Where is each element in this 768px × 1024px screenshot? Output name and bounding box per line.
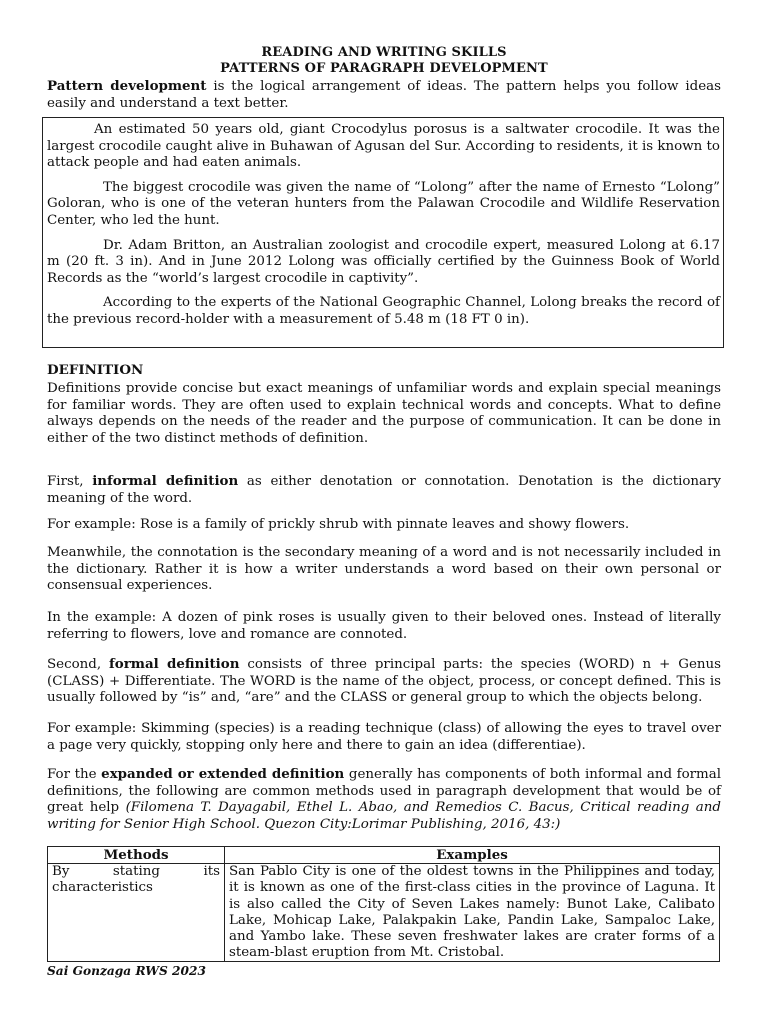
expanded-term: expanded or extended definition: [101, 766, 345, 782]
methods-table: [47, 846, 720, 962]
intro-term: Pattern development: [47, 78, 207, 94]
table-row: [48, 864, 720, 962]
table-header-row: [48, 847, 720, 864]
skimming-example: For example: Skimming (species) is a reading technique (class) of allowing the eyes to travel over a page very quickly, stopping only here and there to gain an idea (differentiae).: [47, 721, 721, 753]
informal-pre: First,: [47, 474, 93, 489]
intro-paragraph: [47, 78, 721, 112]
informal-post: as either denotation or connotation. Denotation is the dictionary meaning of the word.: [47, 474, 721, 506]
header-examples: Examples: [225, 847, 720, 864]
formal-definition-paragraph: [47, 656, 721, 707]
formal-term: formal definition: [109, 656, 240, 672]
expanded-definition-paragraph: [47, 766, 721, 833]
section-heading-definition: DEFINITION: [47, 362, 144, 378]
formal-post: consists of three principal parts: the species (WORD) n + Genus (CLASS) + Differentiate. The WORD is the name of the object, process, or concept defined. This is usually followed by “is” and, “are” and the CLASS or general group to which the objects belong.: [47, 657, 721, 706]
citation: (Filomena T. Dayagabil, Ethel L. Abao, and Remedios C. Bacus, Critical reading and writing for Senior High School. Quezon City:Lorimar Publishing, 2016, 43:): [47, 800, 721, 832]
method-cell: By stating its characteristics: [48, 864, 225, 962]
page-subtitle: PATTERNS OF PARAGRAPH DEVELOPMENT: [220, 61, 548, 76]
box-paragraph-4: According to the experts of the National Geographic Channel, Lolong breaks the record of the previous record-holder with a measurement of 5.48 m (18 FT 0 in).: [47, 295, 720, 327]
header-methods: Methods: [48, 847, 225, 864]
page-title: READING AND WRITING SKILLS: [261, 45, 507, 60]
expanded-pre: For the: [47, 767, 102, 782]
informal-definition-paragraph: [47, 473, 721, 507]
footer-author: Sai Gonzaga RWS 2023: [47, 964, 206, 978]
definition-intro: Definitions provide concise but exact meanings of unfamiliar words and explain special meanings for familiar words. They are often used to explain technical words and concepts. What to define always depends on the needs of the reader and the purpose of communication. It can be done in either of the two distinct methods of definition.: [47, 381, 721, 446]
connotation-example: In the example: A dozen of pink roses is usually given to their beloved ones. Instead of literally referring to flowers, love and romance are connoted.: [47, 610, 721, 642]
box-paragraph-2: The biggest crocodile was given the name of “Lolong” after the name of Ernesto “Lolong” Goloran, who is one of the veteran hunters from the Palawan Crocodile and Wildlife Reservation Center, who led the hunt.: [47, 179, 720, 228]
connotation-paragraph: Meanwhile, the connotation is the secondary meaning of a word and is not necessarily included in the dictionary. Rather it is how a writer understands a word based on their own personal or consensual experiences.: [47, 545, 721, 594]
box-paragraph-1: An estimated 50 years old, giant Crocodylus porosus is a saltwater crocodile. It was the largest crocodile caught alive in Buhawan of Agusan del Sur. According to residents, it is known to attack people and had eaten animals.: [47, 122, 720, 171]
intro-text: is the logical arrangement of ideas. The pattern helps you follow ideas easily and understand a text better.: [47, 79, 721, 111]
expanded-post: generally has components of both informal and formal definitions, the following are common methods used in paragraph development that would be of great help: [47, 767, 722, 816]
example-text-box: [42, 117, 724, 348]
box-paragraph-3: Dr. Adam Britton, an Australian zoologist and crocodile expert, measured Lolong at 6.17 m (20 ft. 3 in). And in June 2012 Lolong was officially certified by the Guinness Book of World Records as the “world’s largest crocodile in captivity”.: [47, 237, 720, 286]
example-cell: San Pablo City is one of the oldest towns in the Philippines and today, it is known as one of the first-class cities in the province of Laguna. It is also called the City of Seven Lakes namely: Bunot Lake, Calibato Lake, Mohicap Lake, Palakpakin Lake, Pandin Lake, Sampaloc Lake, and Yambo lake. These seven freshwater lakes are crater forms of a steam-blast eruption from Mt. Cristobal.: [225, 864, 720, 962]
informal-term: informal definition: [92, 473, 239, 489]
formal-pre: Second,: [47, 657, 110, 672]
rose-example: For example: Rose is a family of prickly shrub with pinnate leaves and showy flowers.: [47, 517, 630, 532]
